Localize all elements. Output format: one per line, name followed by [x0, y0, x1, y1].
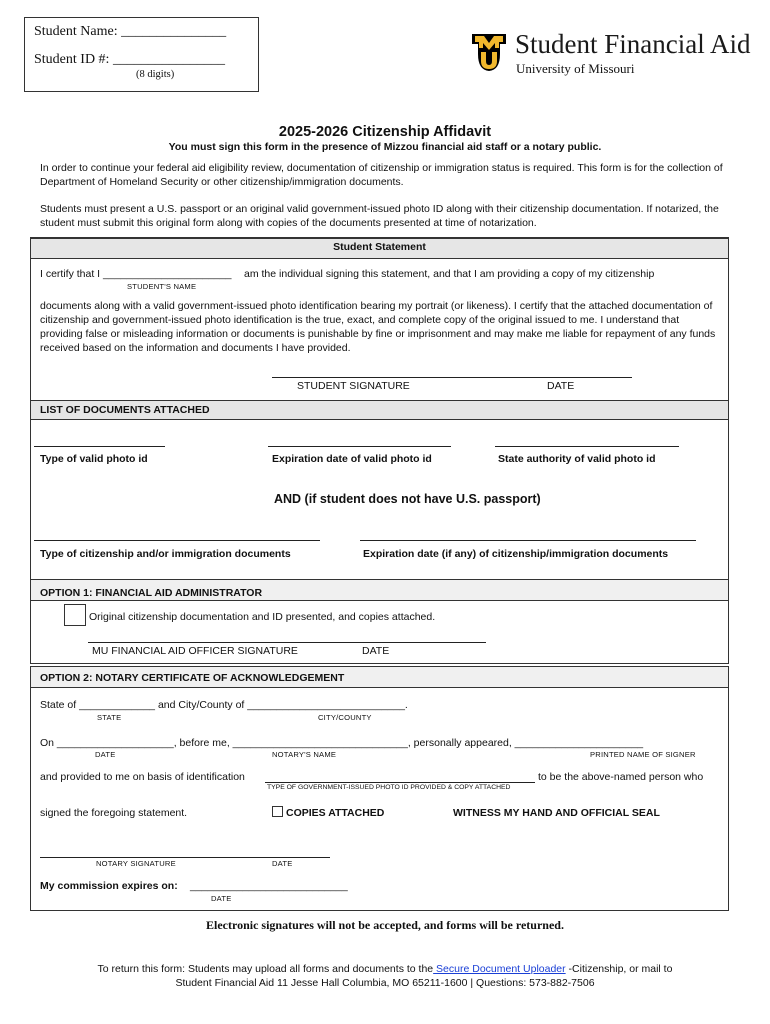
photo-id-expiration-label: Expiration date of valid photo id [272, 453, 432, 465]
student-date-caption: DATE [547, 380, 575, 392]
identification-type-caption: TYPE OF GOVERNMENT-ISSUED PHOTO ID PROVIDED & COPY ATTACHED [267, 784, 511, 791]
page-subtitle: You must sign this form in the presence of Mizzou financial aid staff or a notary public. [168, 141, 602, 153]
copies-attached-label: COPIES ATTACHED [286, 807, 385, 819]
commission-date-caption: DATE [211, 894, 232, 903]
officer-signature-caption: MU FINANCIAL AID OFFICER SIGNATURE [92, 645, 298, 657]
intro-paragraph-2: Students must present a U.S. passport or an original valid government-issued photo ID along with their citizenship documentation. If notarized, the student must submit this original form along with copies of the documents presented at time of notarization. [40, 203, 719, 229]
notary-name-caption: NOTARY'S NAME [272, 750, 337, 759]
state-of-line[interactable]: State of _____________ and City/County of ___________________________. [40, 699, 408, 711]
photo-id-expiration-line[interactable] [268, 446, 451, 447]
citizenship-type-label: Type of citizenship and/or immigration documents [40, 548, 291, 560]
officer-signature-line[interactable] [88, 642, 486, 643]
state-authority-label: State authority of valid photo id [498, 453, 656, 465]
witness-statement: WITNESS MY HAND AND OFFICIAL SEAL [453, 807, 660, 819]
commission-expires-field[interactable]: ___________________________ [190, 880, 348, 892]
signer-name-caption: PRINTED NAME OF SIGNER [590, 750, 696, 759]
option1-checkbox-label: Original citizenship documentation and ID presented, and copies attached. [89, 611, 436, 623]
identification-suffix: to be the above-named person who [538, 771, 704, 783]
certify-prefix: I certify that I ______________________ [40, 268, 232, 280]
student-signature-line[interactable] [272, 377, 632, 378]
and-passport-note: AND (if student does not have U.S. passport) [274, 492, 541, 506]
notary-signature-caption: NOTARY SIGNATURE [96, 859, 176, 868]
option1-heading: OPTION 1: FINANCIAL AID ADMINISTRATOR [40, 587, 263, 599]
city-caption: CITY/COUNTY [318, 713, 372, 722]
electronic-signature-note: Electronic signatures will not be accepted, and forms will be returned. [206, 918, 564, 932]
secure-document-uploader-link[interactable]: Secure Document Uploader [433, 963, 566, 975]
footer-suffix: -Citizenship, or mail to [565, 963, 673, 975]
org-subtitle: University of Missouri [516, 61, 635, 76]
student-name-field[interactable]: Student Name: _______________ [34, 24, 227, 39]
statement-body: documents along with a valid government-issued photo identification bearing my portrait (or likeness). I certify that the attached documentation of citizenship and government-issued photo identification is the true, exact, and complete copy of the original issued to me. I understand that providing false or misleading information or documents is punishable by fine or imprisonment and may make me liable for repayment of any funds received based on the information and documents I have provided. [40, 300, 716, 354]
signed-statement: signed the foregoing statement. [40, 807, 188, 819]
notary-date-caption: DATE [272, 859, 293, 868]
students-name-caption: STUDENT'S NAME [127, 282, 197, 291]
commission-expires-label: My commission expires on: [40, 880, 178, 892]
appearance-line[interactable]: On ____________________, before me, ______________________________, personally appeared, ______________________ [40, 737, 644, 749]
photo-id-type-line[interactable] [34, 446, 165, 447]
footer-line-1 [0, 963, 770, 975]
state-authority-line[interactable] [495, 446, 679, 447]
intro-paragraph-1: In order to continue your federal aid eligibility review, documentation of citizenship or immigration status is required. This form is for the collection of Department of Homeland Security or other citizenship/immigration documents. [40, 162, 723, 188]
citizenship-expiration-line[interactable] [360, 540, 696, 541]
option1-checkbox[interactable] [64, 604, 86, 626]
state-caption: STATE [97, 713, 122, 722]
citizenship-type-line[interactable] [34, 540, 320, 541]
digits-note: (8 digits) [136, 69, 175, 80]
student-statement-heading: Student Statement [333, 241, 426, 253]
student-signature-caption: STUDENT SIGNATURE [297, 380, 410, 392]
identification-type-line[interactable] [265, 782, 535, 783]
notary-signature-line[interactable] [40, 857, 330, 858]
footer-line-2: Student Financial Aid 11 Jesse Hall Columbia, MO 65211-1600 | Questions: 573-882-7506 [175, 977, 595, 989]
citizenship-expiration-label: Expiration date (if any) of citizenship/immigration documents [363, 548, 669, 560]
copies-attached-checkbox[interactable] [272, 806, 283, 817]
footer-prefix: To return this form: Students may upload all forms and documents to the [97, 963, 434, 975]
option2-heading: OPTION 2: NOTARY CERTIFICATE OF ACKNOWLEDGEMENT [40, 672, 345, 684]
certify-suffix: am the individual signing this statement, and that I am providing a copy of my citizenship [244, 268, 655, 280]
identification-prefix: and provided to me on basis of identification [40, 771, 245, 783]
student-id-field[interactable]: Student ID #: ________________ [34, 52, 225, 67]
page-title: 2025-2026 Citizenship Affidavit [278, 124, 492, 140]
photo-id-type-label: Type of valid photo id [40, 453, 148, 465]
mizzou-logo-icon [472, 34, 506, 72]
documents-heading: LIST OF DOCUMENTS ATTACHED [40, 404, 210, 416]
officer-date-caption: DATE [362, 645, 390, 657]
appearance-date-caption: DATE [95, 750, 116, 759]
org-title: Student Financial Aid [515, 29, 751, 59]
